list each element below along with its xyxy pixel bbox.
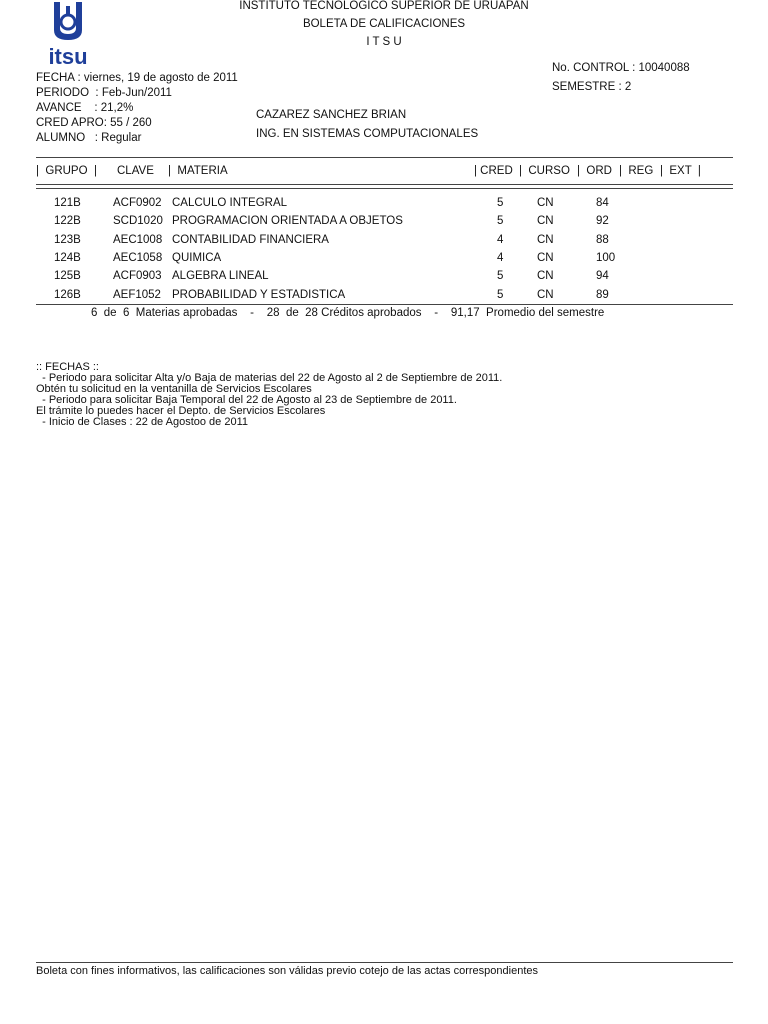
header-materia: | MATERIA xyxy=(168,165,228,177)
header-ext: | EXT | xyxy=(660,165,701,177)
cell-cred: 5 xyxy=(497,270,504,282)
cell-ord: 88 xyxy=(596,234,609,246)
cell-clave: AEC1058 xyxy=(113,252,163,264)
avance-field: AVANCE : 21,2% xyxy=(36,102,134,114)
cell-curso: CN xyxy=(537,197,554,209)
alumno-field: ALUMNO : Regular xyxy=(36,132,142,144)
cell-cred: 5 xyxy=(497,197,504,209)
cell-clave: AEC1008 xyxy=(113,234,163,246)
institution-abbrev: I T S U xyxy=(366,36,402,48)
cell-materia: QUIMICA xyxy=(172,252,222,264)
cell-grupo: 125B xyxy=(54,270,81,282)
cell-clave: SCD1020 xyxy=(113,215,163,227)
header-cred: | CRED xyxy=(474,165,513,177)
cell-materia: CALCULO INTEGRAL xyxy=(172,197,288,209)
no-control-field: No. CONTROL : 10040088 xyxy=(552,62,690,74)
cell-grupo: 121B xyxy=(54,197,81,209)
cell-materia: PROGRAMACION ORIENTADA A OBJETOS xyxy=(172,215,403,227)
table-top-rule xyxy=(36,157,733,158)
cell-curso: CN xyxy=(537,215,554,227)
header-curso: | CURSO xyxy=(519,165,570,177)
header-clave: CLAVE xyxy=(117,165,154,177)
header-ord: | ORD xyxy=(577,165,612,177)
document-title: BOLETA DE CALIFICACIONES xyxy=(302,18,466,30)
notes-line: - Periodo para solicitar Baja Temporal del 22 de Agosto al 23 de Septiembre de 2011. xyxy=(36,394,457,406)
cell-clave: AEF1052 xyxy=(113,289,161,301)
dates-notes xyxy=(36,362,502,428)
logo-text: itsu xyxy=(48,44,88,66)
notes-line: - Periodo para solicitar Alta y/o Baja de materias del 22 de Agosto al 2 de Septiembre de 2011. xyxy=(36,372,503,384)
cell-curso: CN xyxy=(537,252,554,264)
table-header-rule xyxy=(36,184,733,189)
cell-ord: 84 xyxy=(596,197,609,209)
table-bottom-rule xyxy=(36,304,733,305)
periodo-field: PERIODO : Feb-Jun/2011 xyxy=(36,87,172,99)
cell-clave: ACF0902 xyxy=(113,197,162,209)
cell-materia: ALGEBRA LINEAL xyxy=(172,270,269,282)
notes-line: El trámite lo puedes hacer el Depto. de Servicios Escolares xyxy=(36,405,326,417)
career-name: ING. EN SISTEMAS COMPUTACIONALES xyxy=(256,128,479,140)
cell-cred: 5 xyxy=(497,215,504,227)
notes-title: :: FECHAS :: xyxy=(36,361,99,373)
cell-materia: CONTABILIDAD FINANCIERA xyxy=(172,234,329,246)
institution-name: INSTITUTO TECNOLOGICO SUPERIOR DE URUAPAN xyxy=(239,0,529,12)
cell-ord: 89 xyxy=(596,289,609,301)
cell-cred: 4 xyxy=(497,252,504,264)
semester-summary: 6 de 6 Materias aprobadas - 28 de 28 Créditos aprobados - 91,17 Promedio del semestre xyxy=(91,307,605,319)
cell-curso: CN xyxy=(537,270,554,282)
header-reg: | REG xyxy=(619,165,654,177)
cell-cred: 4 xyxy=(497,234,504,246)
notes-line: Obtén tu solicitud en la ventanilla de Servicios Escolares xyxy=(36,383,312,395)
semestre-field: SEMESTRE : 2 xyxy=(552,81,632,93)
cred-apro-field: CRED APRO: 55 / 260 xyxy=(36,117,152,129)
cell-materia: PROBABILIDAD Y ESTADISTICA xyxy=(172,289,346,301)
fecha-field: FECHA : viernes, 19 de agosto de 2011 xyxy=(36,72,238,84)
cell-grupo: 124B xyxy=(54,252,81,264)
student-name: CAZAREZ SANCHEZ BRIAN xyxy=(256,109,407,121)
cell-clave: ACF0903 xyxy=(113,270,162,282)
cell-curso: CN xyxy=(537,289,554,301)
cell-ord: 92 xyxy=(596,215,609,227)
footer-disclaimer: Boleta con fines informativos, las calificaciones son válidas previo cotejo de las actas correspondientes xyxy=(36,965,538,977)
footer-rule xyxy=(36,962,733,963)
cell-curso: CN xyxy=(537,234,554,246)
cell-grupo: 126B xyxy=(54,289,81,301)
header-grupo: | GRUPO | xyxy=(36,165,97,177)
cell-grupo: 122B xyxy=(54,215,81,227)
cell-grupo: 123B xyxy=(54,234,81,246)
cell-ord: 94 xyxy=(596,270,609,282)
notes-line: - Inicio de Clases : 22 de Agostoo de 2011 xyxy=(36,416,248,428)
cell-ord: 100 xyxy=(596,252,616,264)
cell-cred: 5 xyxy=(497,289,504,301)
